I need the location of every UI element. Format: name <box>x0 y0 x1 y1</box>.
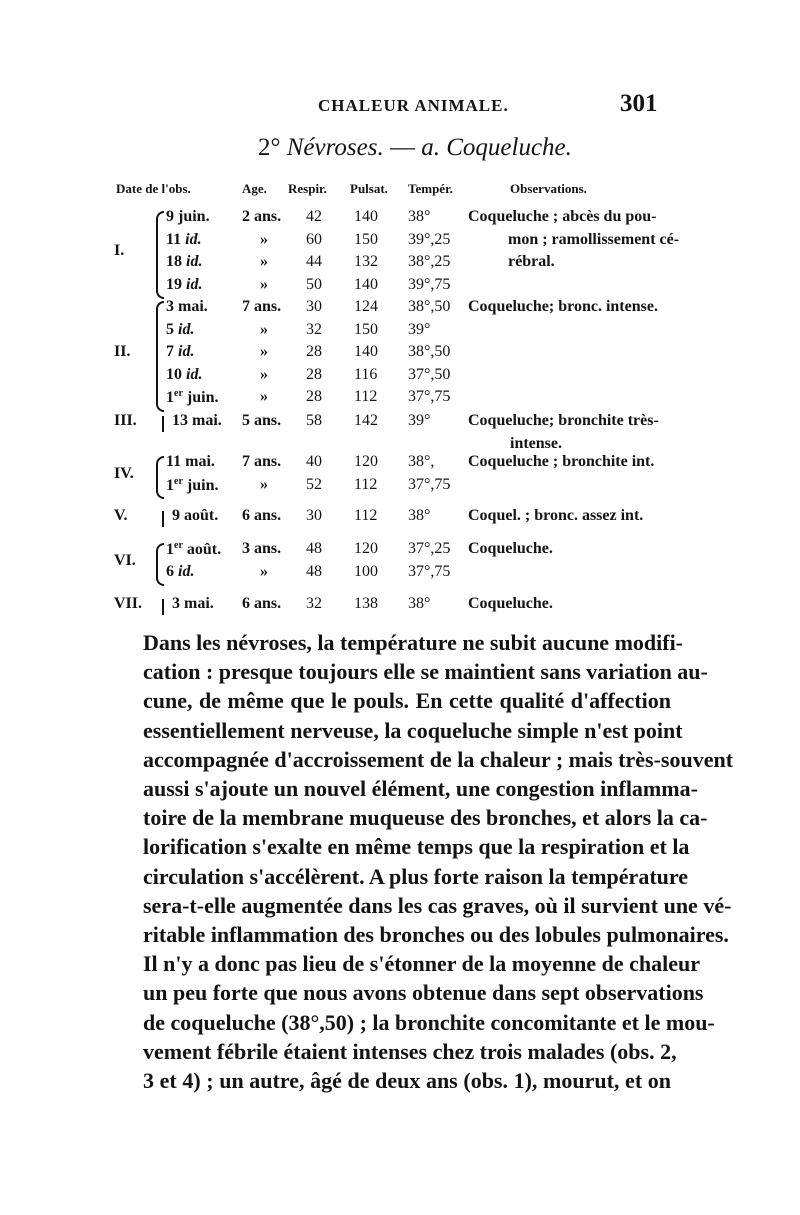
cell-pulsat: 150 <box>354 230 378 248</box>
cell-date: 1er juin. <box>166 475 219 494</box>
cell-temper: 38°,50 <box>408 298 451 315</box>
cell-observation: rébral. <box>508 253 555 270</box>
cell-date: 10 id. <box>166 365 203 383</box>
case-number: IV. <box>114 464 134 482</box>
cell-pulsat: 120 <box>354 540 378 557</box>
text-line: accompagnée d'accroissement de la chaleur ; mais très-souvent <box>143 746 734 772</box>
cell-pulsat: 124 <box>354 298 378 315</box>
cell-observation: Coqueluche; bronc. intense. <box>468 298 658 315</box>
cell-observation: Coquel. ; bronc. assez int. <box>468 507 644 524</box>
cell-pulsat: 140 <box>354 208 378 225</box>
cell-pulsat: 150 <box>354 320 378 338</box>
body-text <box>143 628 734 1095</box>
cell-pulsat: 142 <box>354 412 378 429</box>
group-bar <box>162 599 164 615</box>
text-line: cune, de même que le pouls. En cette qualité d'affection <box>143 688 671 714</box>
cell-age: » <box>260 320 268 338</box>
cell-temper: 39° <box>408 320 431 338</box>
case-number: V. <box>114 507 128 525</box>
cell-respir: 28 <box>306 343 322 360</box>
cell-pulsat: 140 <box>354 275 378 293</box>
section-title <box>258 134 572 162</box>
cell-respir: 60 <box>306 230 322 248</box>
cell-respir: 28 <box>306 365 322 383</box>
cell-observation: Coqueluche; bronchite très- <box>468 412 659 429</box>
cell-age: » <box>260 343 268 360</box>
cell-respir: 30 <box>306 298 322 315</box>
case-number: I. <box>114 242 125 259</box>
cell-age: » <box>260 230 268 248</box>
cell-temper: 37°,75 <box>408 562 451 580</box>
cell-temper: 37°,25 <box>408 540 451 557</box>
cell-temper: 37°,75 <box>408 388 451 405</box>
cell-age: » <box>260 253 268 270</box>
text-line: essentiellement nerveuse, la coqueluche simple n'est point <box>143 717 683 743</box>
cell-date: 1er juin. <box>166 388 219 406</box>
group-brace <box>156 543 164 586</box>
cell-date: 11 mai. <box>166 453 215 470</box>
text-line: Dans les névroses, la température ne subit aucune modifi- <box>143 630 684 655</box>
text-line: aussi s'ajoute un nouvel élément, une congestion inflamma- <box>143 776 698 802</box>
cell-age: 7 ans. <box>242 453 282 470</box>
cell-temper: 39°,75 <box>408 275 451 293</box>
cell-respir: 42 <box>306 208 322 225</box>
cell-age: 3 ans. <box>242 540 282 557</box>
cell-observation: Coqueluche ; bronchite int. <box>468 453 655 470</box>
cell-respir: 44 <box>306 253 322 270</box>
cell-date: 9 juin. <box>166 208 210 225</box>
cell-date: 18 id. <box>166 253 203 270</box>
col-header-observations: Observations. <box>510 181 587 196</box>
cell-age: 6 ans. <box>242 595 282 612</box>
cell-age: 5 ans. <box>242 412 282 429</box>
text-line: lorification s'exalte en même temps que la respiration et la <box>143 834 690 860</box>
cell-date: 1er août. <box>166 540 222 558</box>
case-number: II. <box>114 343 131 361</box>
case-number: VI. <box>114 551 136 569</box>
cell-observation: Coqueluche ; abcès du pou- <box>468 208 657 225</box>
text-line: un peu forte que nous avons obtenue dans sept observations <box>143 980 704 1006</box>
text-line: Il n'y a donc pas lieu de s'étonner de la moyenne de chaleur <box>143 951 700 977</box>
case-number: VII. <box>114 595 143 613</box>
cell-temper: 39° <box>408 412 431 429</box>
cell-pulsat: 112 <box>354 475 378 493</box>
section-subtitle: a. Coqueluche. <box>421 134 572 161</box>
text-line: toire de la membrane muqueuse des bronches, et alors la ca- <box>143 805 708 831</box>
cell-respir: 28 <box>306 388 322 405</box>
cell-age: 6 ans. <box>242 507 282 524</box>
cell-temper: 38° <box>408 208 431 225</box>
paragraph-2 <box>143 949 715 1095</box>
cell-observation: mon ; ramollissement cé- <box>508 230 680 248</box>
cell-pulsat: 116 <box>354 365 378 383</box>
cell-temper: 39°,25 <box>408 230 451 248</box>
cell-pulsat: 138 <box>354 595 378 612</box>
cell-temper: 37°,50 <box>408 365 451 383</box>
cell-pulsat: 140 <box>354 343 378 360</box>
cell-age: » <box>260 365 268 383</box>
section-title-main: Névroses. <box>286 134 384 161</box>
cell-pulsat: 112 <box>354 388 378 405</box>
group-brace <box>156 211 164 299</box>
cell-date: 9 août. <box>172 507 219 524</box>
col-header-temper: Tempér. <box>408 181 453 196</box>
text-line: vement fébrile étaient intenses chez trois malades (obs. 2, <box>143 1038 677 1064</box>
cell-temper: 38°,25 <box>408 253 451 270</box>
col-header-respir: Respir. <box>288 181 327 196</box>
cell-age: » <box>260 562 268 580</box>
col-header-pulsat: Pulsat. <box>350 181 388 196</box>
cell-respir: 48 <box>306 562 322 580</box>
group-bar <box>162 511 164 527</box>
cell-date: 3 mai. <box>166 298 208 315</box>
cell-respir: 58 <box>306 412 322 429</box>
cell-age: 7 ans. <box>242 298 282 315</box>
cell-age: » <box>260 475 268 493</box>
text-line: 3 et 4) ; un autre, âgé de deux ans (obs. 1), mourut, et on <box>143 1068 671 1094</box>
group-bar <box>162 416 164 432</box>
page-number: 301 <box>620 90 658 117</box>
cell-temper: 38°, <box>408 453 435 470</box>
cell-date: 3 mai. <box>172 595 214 612</box>
group-brace <box>156 301 164 412</box>
cell-pulsat: 132 <box>354 253 378 270</box>
running-head <box>0 90 800 126</box>
cell-respir: 48 <box>306 540 322 557</box>
cell-age: » <box>260 275 268 293</box>
text-line: cation : presque toujours elle se maintient sans variation au- <box>143 659 708 685</box>
text-line: ritable inflammation des bronches ou des lobules pulmonaires. <box>143 922 729 948</box>
cell-respir: 32 <box>306 595 322 612</box>
text-line: sera-t-elle augmentée dans les cas graves, où il survient une vé- <box>143 892 732 918</box>
section-dash: — <box>389 134 415 161</box>
cell-age: 2 ans. <box>242 208 282 225</box>
cell-respir: 32 <box>306 320 322 338</box>
cell-date: 13 mai. <box>172 412 222 429</box>
col-header-age: Age. <box>242 181 267 196</box>
cell-respir: 52 <box>306 475 322 493</box>
section-number: 2° <box>258 134 281 161</box>
cell-respir: 30 <box>306 507 322 524</box>
cell-pulsat: 112 <box>354 507 378 524</box>
case-number: III. <box>114 412 137 430</box>
text-line: circulation s'accélèrent. A plus forte raison la température <box>143 863 689 889</box>
cell-temper: 38°,50 <box>408 343 451 360</box>
cell-pulsat: 100 <box>354 562 378 580</box>
cell-date: 5 id. <box>166 320 195 338</box>
paragraph-1 <box>143 628 734 949</box>
cell-temper: 37°,75 <box>408 475 451 493</box>
cell-date: 19 id. <box>166 275 203 293</box>
cell-age: » <box>260 388 268 405</box>
text-line: de coqueluche (38°,50) ; la bronchite concomitante et le mou- <box>143 1009 715 1035</box>
cell-temper: 38° <box>408 507 431 524</box>
cell-respir: 50 <box>306 275 322 293</box>
cell-observation: intense. <box>510 434 562 452</box>
cell-date: 6 id. <box>166 562 195 580</box>
running-title: CHALEUR ANIMALE. <box>318 96 509 115</box>
cell-observation: Coqueluche. <box>468 540 553 557</box>
cell-respir: 40 <box>306 453 322 470</box>
col-header-date: Date de l'obs. <box>116 181 191 196</box>
cell-pulsat: 120 <box>354 453 378 470</box>
cell-date: 7 id. <box>166 343 195 360</box>
cell-date: 11 id. <box>166 230 202 248</box>
cell-observation: Coqueluche. <box>468 595 553 612</box>
group-brace <box>156 456 164 499</box>
cell-temper: 38° <box>408 595 431 612</box>
